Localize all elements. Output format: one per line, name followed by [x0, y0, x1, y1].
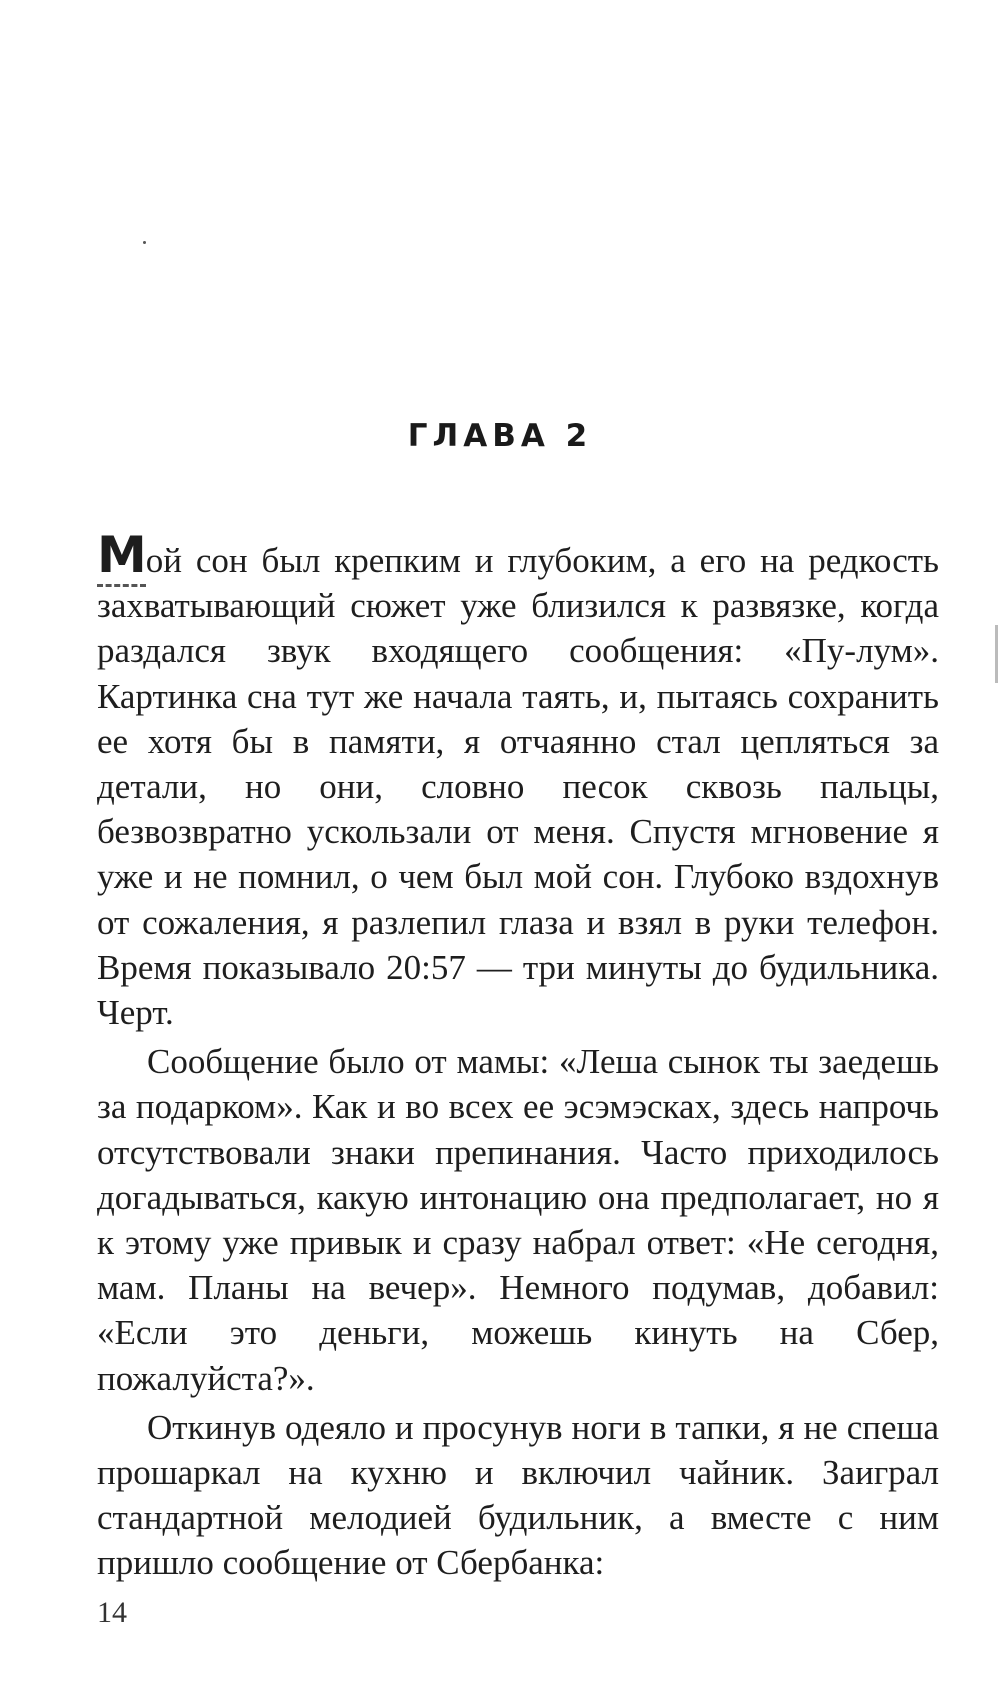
paragraph-1: [97, 526, 939, 1035]
chapter-title: ГЛАВА 2: [407, 418, 593, 454]
paragraph-2: Сообщение было от мамы: «Леша сынок ты заедешь за подарком». Как и во всех ее эсэмэсках, здесь напрочь отсутствовали знаки препинания. Часто приходилось догадываться, какую интонацию она предполагает, но я к этому уже привык и сразу набрал ответ: «Не сегодня, мам. Планы на вечер». Немного подумав, добавил: «Если это деньги, можешь кинуть на Сбер, пожалуйста?».: [97, 1042, 939, 1398]
scan-edge-mark: [995, 625, 998, 683]
paragraph-1-text: ой сон был крепким и глубоким, а его на редкость захватывающий сюжет уже близился к развязке, когда раздался звук входящего сообщения: «Пу-лум». Картинка сна тут же начала таять, и, пытаясь сохранить ее хотя бы в памяти, я отчаянно стал цепляться за детали, но они, словно песок сквозь пальцы, безвозвратно ускользали от меня. Спустя мгновение я уже и не помнил, о чем был мой сон. Глубоко вздохнув от сожаления, я разлепил глаза и взял в руки телефон. Время показывало 20:57 — три минуты до будильника. Черт.: [97, 541, 939, 1033]
page-number: 14: [97, 1596, 127, 1629]
scan-speck: [143, 241, 146, 244]
drop-cap: М: [97, 526, 146, 587]
body-text: [97, 526, 939, 1590]
paragraph-3: Откинув одеяло и просунув ноги в тапки, я не спеша прошаркал на кухню и включил чайник. Заиграл стандартной мелодией будильник, а вместе с ним пришло сообщение от Сбербанка:: [97, 1407, 939, 1583]
